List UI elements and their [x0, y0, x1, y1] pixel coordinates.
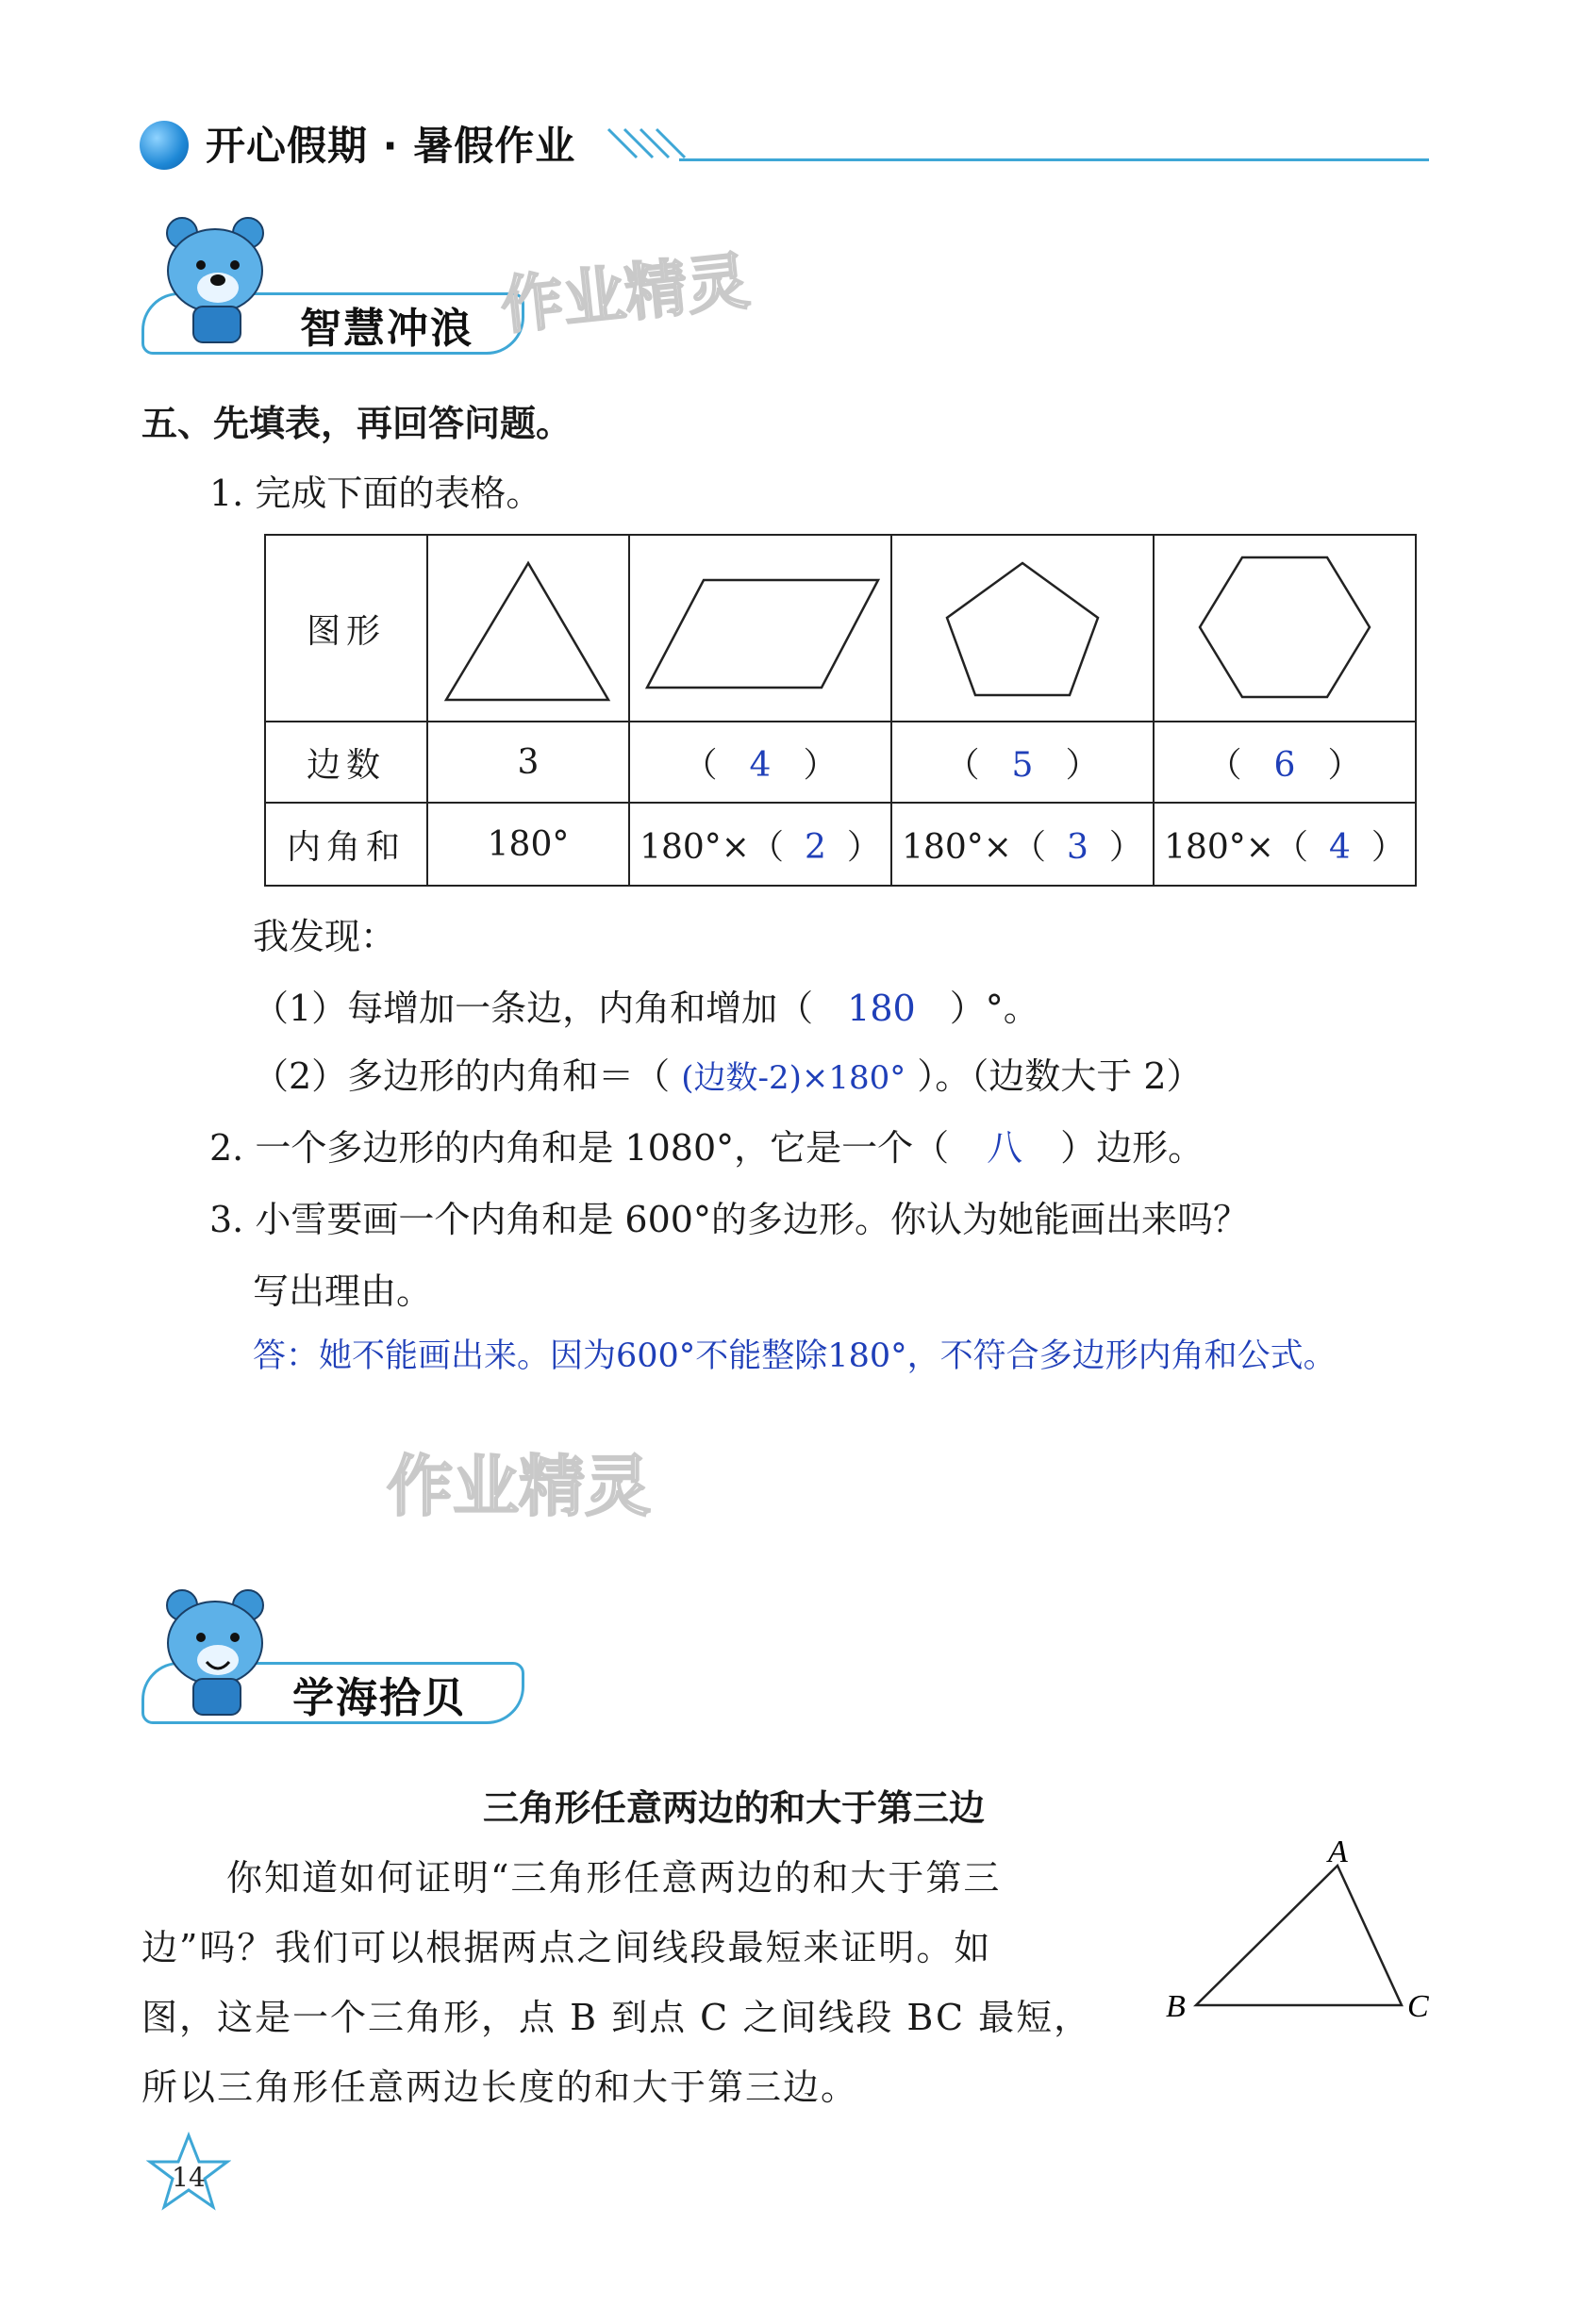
hexagon-cell: [1154, 535, 1416, 722]
row-label-angle-sum: 内角和: [265, 803, 427, 886]
vertex-label-b: B: [1166, 1989, 1186, 2024]
row-label-shape: 图形: [265, 535, 427, 722]
discovery-2: （2）多边形的内角和＝（ (边数-2)×180° ）。（边数大于 2）: [253, 1055, 1203, 1097]
header-bullet-icon: [140, 121, 189, 170]
section-banner-1-label: 智慧冲浪: [300, 305, 474, 353]
sides-cell-4: （ 6 ）: [1154, 722, 1416, 803]
question-2: 2. 一个多边形的内角和是 1080°，它是一个（ 八 ）边形。: [209, 1127, 1205, 1169]
article-line-3: 图，这是一个三角形，点 B 到点 C 之间线段 BC 最短，: [141, 1997, 1092, 2038]
discovery-1-answer: 180: [847, 988, 916, 1029]
bear-mascot-icon: [156, 212, 278, 354]
article-line-1: 你知道如何证明“三角形任意两边的和大于第三: [226, 1857, 1002, 1899]
triangle-shape: [439, 544, 618, 705]
parallelogram-cell: [629, 535, 891, 722]
watermark: 作业精灵: [497, 244, 753, 343]
angle-cell-2: 180°×（ 2 ）: [629, 803, 891, 886]
question-1: 1. 完成下面的表格。: [209, 473, 542, 514]
sides-answer-3: 5: [1011, 745, 1034, 785]
discovery-1: （1）每增加一条边，内角和增加（ 180 ）°。: [253, 988, 1039, 1029]
pentagon-shape: [928, 544, 1117, 705]
question-2-answer: 八: [987, 1127, 1023, 1169]
sides-cell-2: （ 4 ）: [629, 722, 891, 803]
angle-cell-1: 180°: [427, 803, 629, 886]
watermark-center: 作业精灵: [387, 1448, 651, 1525]
vertex-label-c: C: [1407, 1989, 1429, 2024]
row-label-sides: 边数: [265, 722, 427, 803]
pentagon-cell: [891, 535, 1154, 722]
polygon-table: [264, 534, 1417, 887]
sides-cell-3: （ 5 ）: [891, 722, 1154, 803]
discovery-2-answer: (边数-2)×180°: [681, 1059, 906, 1097]
hexagon-shape: [1190, 544, 1379, 705]
sides-cell-1: 3: [427, 722, 629, 803]
triangle-abc-figure: [1158, 1837, 1451, 2026]
triangle-cell: [427, 535, 629, 722]
angle-cell-3: 180°×（ 3 ）: [891, 803, 1154, 886]
article-title: 三角形任意两边的和大于第三边: [483, 1787, 986, 1829]
angle-answer-4: 4: [1328, 827, 1351, 867]
header-title: 开心假期 · 暑假作业: [206, 123, 576, 169]
question-3-line2: 写出理由。: [253, 1270, 433, 1312]
page-number: 14: [172, 2162, 206, 2193]
header-rule: [679, 158, 1429, 161]
bear-mascot-icon: [156, 1585, 278, 1726]
article-line-4: 所以三角形任意两边长度的和大于第三边。: [141, 2067, 859, 2108]
header-slashes-icon: [604, 124, 689, 162]
question-heading: 五、先填表，再回答问题。: [141, 403, 573, 444]
question-3: 3. 小雪要画一个内角和是 600°的多边形。你认为她能画出来吗？: [209, 1199, 1249, 1240]
sides-answer-4: 6: [1273, 745, 1296, 785]
article-line-2: 边”吗？我们可以根据两点之间线段最短来证明。如: [141, 1927, 992, 1968]
angle-answer-2: 2: [804, 827, 826, 867]
sides-answer-2: 4: [749, 745, 772, 785]
discover-label: 我发现：: [253, 916, 397, 957]
parallelogram-shape: [638, 544, 883, 705]
vertex-label-a: A: [1328, 1837, 1348, 1869]
section-banner-2-label: 学海拾贝: [292, 1674, 466, 1722]
angle-cell-4: 180°×（ 4 ）: [1154, 803, 1416, 886]
page-number-star-icon: [146, 2132, 231, 2213]
angle-answer-3: 3: [1066, 827, 1088, 867]
question-3-answer: 答：她不能画出来。因为600°不能整除180°，不符合多边形内角和公式。: [253, 1337, 1337, 1375]
